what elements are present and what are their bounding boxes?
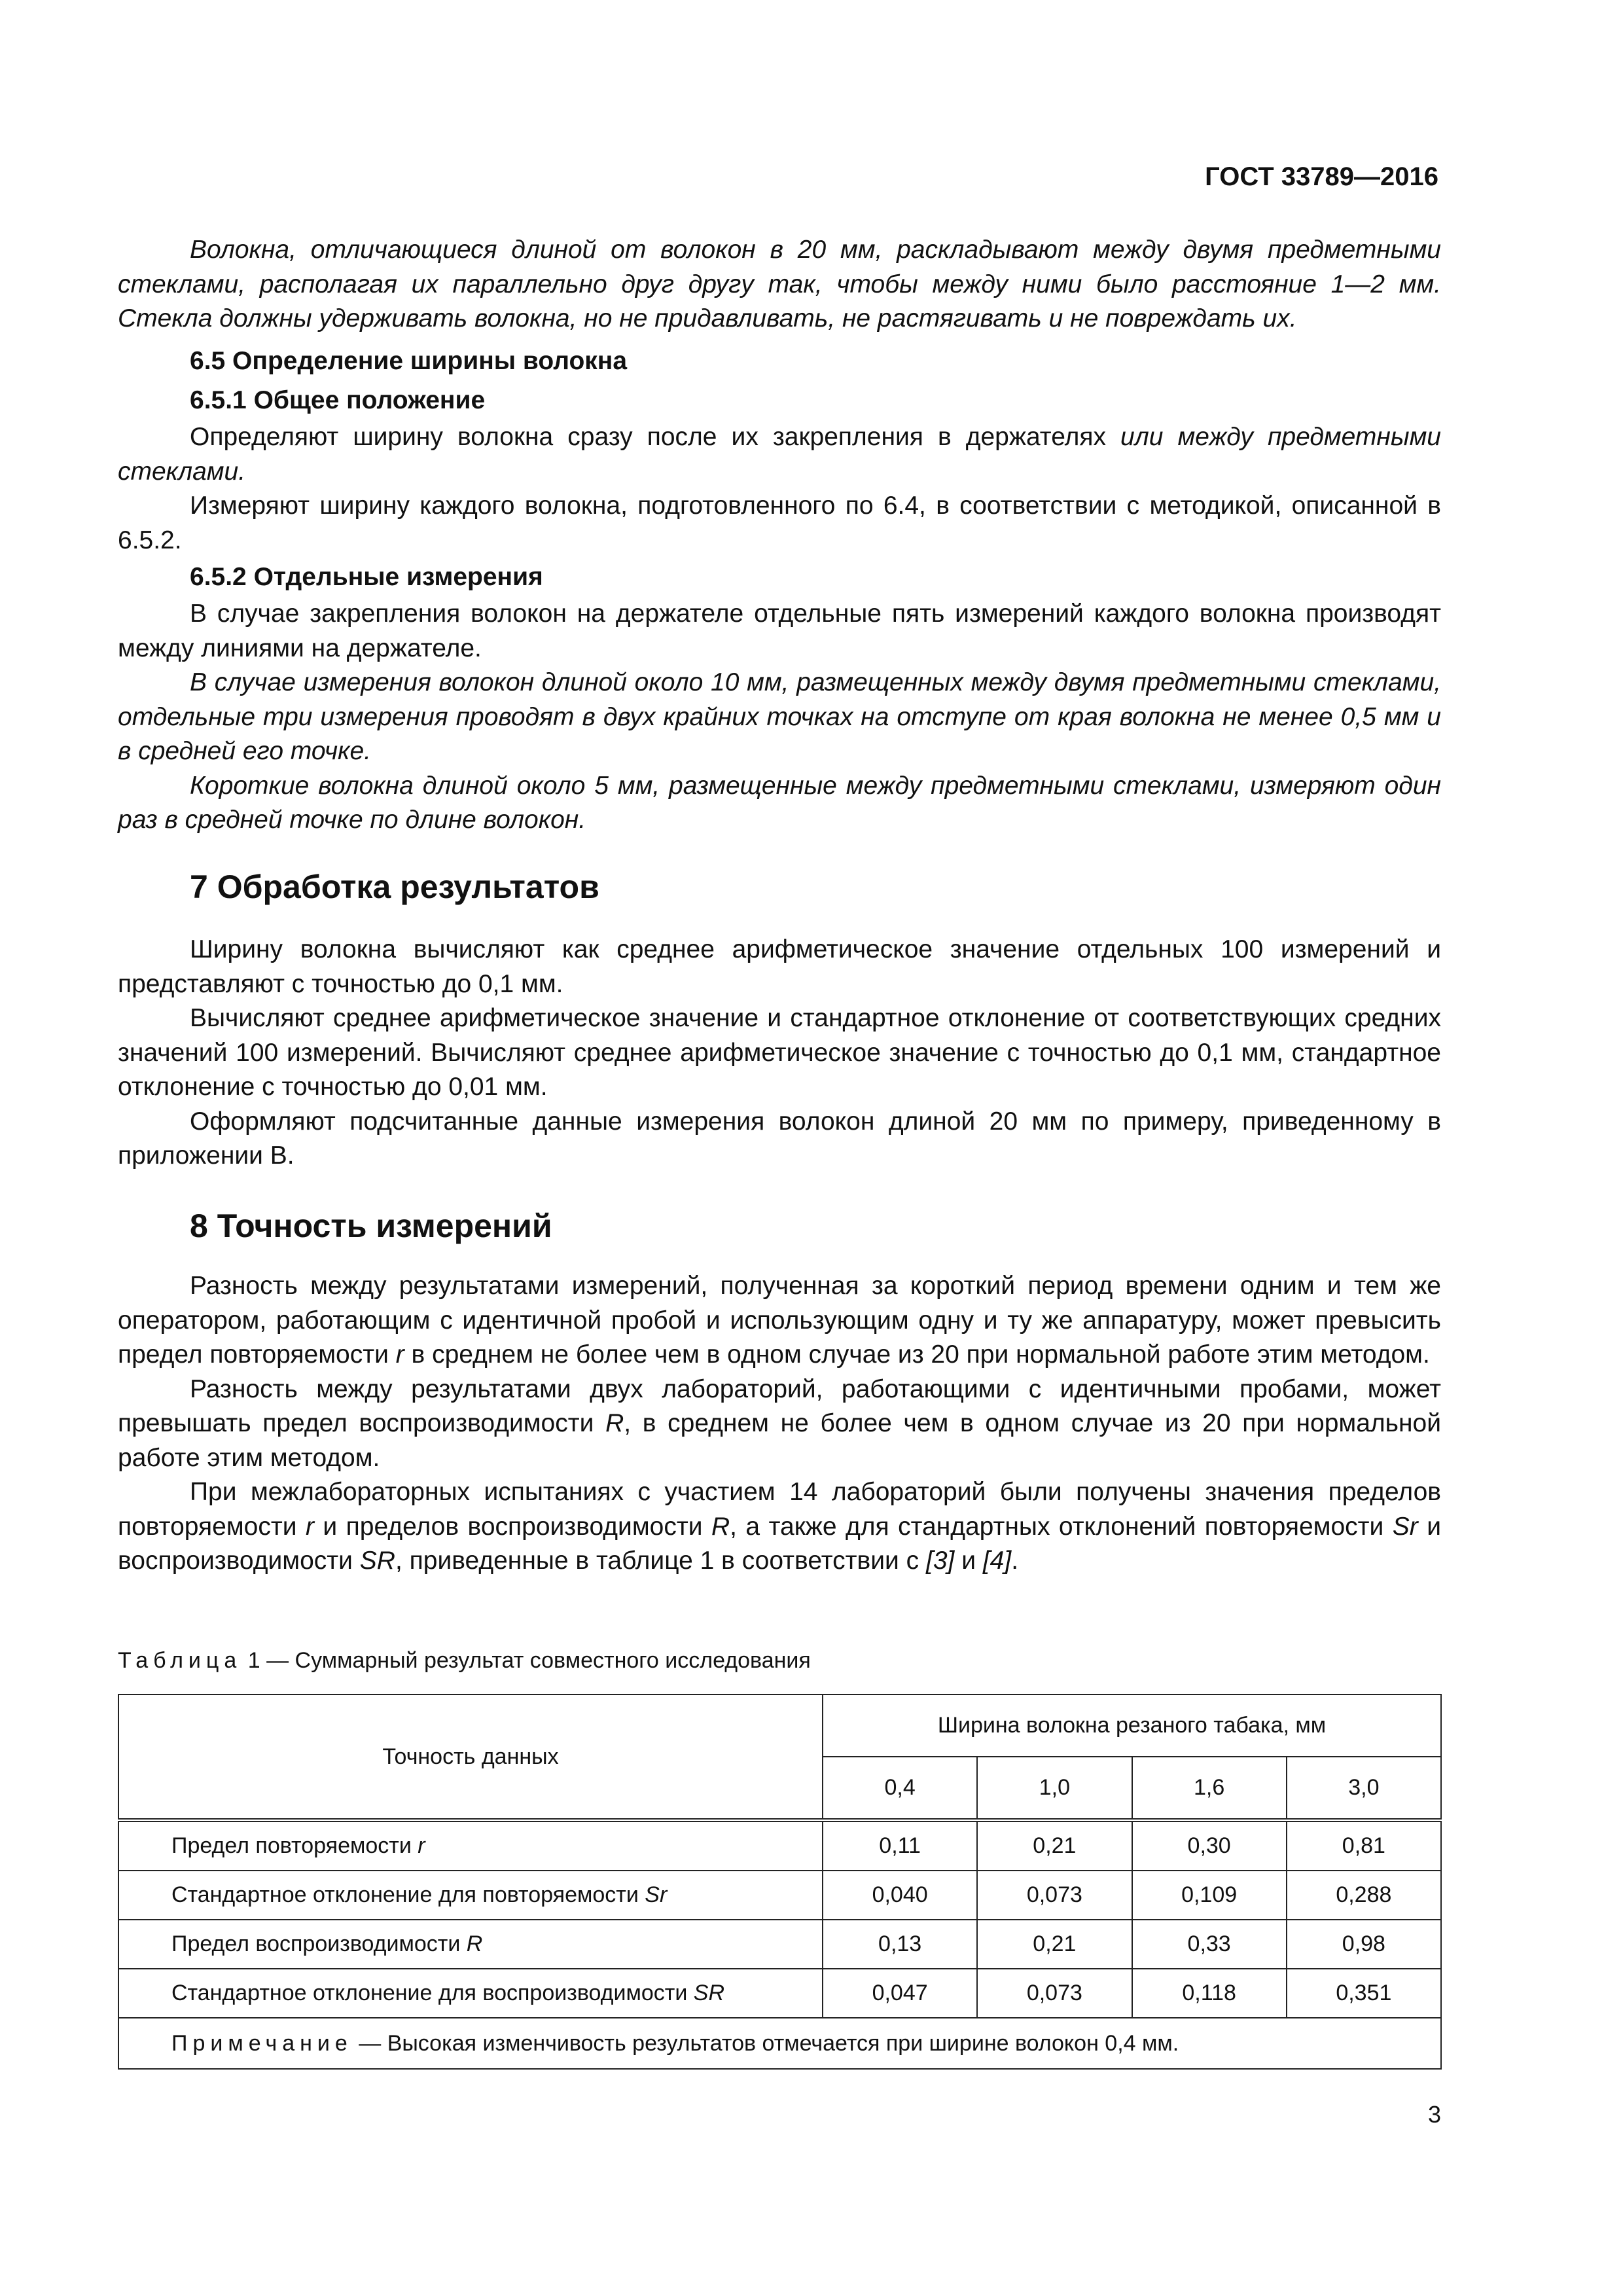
text: Разность между результатами двух лабораторий, работающими с идентичными пробами, может превышать предел воспроизводимости xyxy=(118,1374,1441,1437)
cell: 0,109 xyxy=(1132,1871,1287,1920)
symbol: r xyxy=(395,1340,404,1369)
column-header-width: 1,0 xyxy=(977,1757,1132,1820)
symbol: r xyxy=(305,1512,314,1541)
column-header-accuracy: Точность данных xyxy=(118,1695,823,1820)
column-header-width: 0,4 xyxy=(823,1757,977,1820)
text: и xyxy=(954,1547,983,1575)
cell: 0,11 xyxy=(823,1820,977,1871)
column-header-width: 3,0 xyxy=(1287,1757,1441,1820)
column-group-header: Ширина волокна резаного табака, мм xyxy=(823,1695,1441,1757)
section-8 xyxy=(118,1206,1441,1579)
section-6-5 xyxy=(118,342,1441,838)
paragraph: Измеряют ширину каждого волокна, подготовленного по 6.4, в соответствии с методикой, описанной в 6.5.2. xyxy=(118,492,1441,554)
heading-6-5: 6.5 Определение ширины волокна xyxy=(190,347,628,375)
cell: 0,21 xyxy=(977,1820,1132,1871)
text: При межлабораторных испытаниях с участием 14 лабораторий были получены значения пределов повторяемости xyxy=(118,1478,1441,1541)
table-row xyxy=(118,1920,1441,1969)
paragraph xyxy=(118,420,1441,489)
text: , в среднем не более чем в одном случае из 20 при нормальной работе этим методом. xyxy=(118,1409,1441,1472)
cell: 0,81 xyxy=(1287,1820,1441,1871)
table-row xyxy=(118,1871,1441,1920)
paragraph xyxy=(118,1372,1441,1476)
text: , а также для стандартных отклонений повторяемости xyxy=(730,1512,1393,1541)
cell: 0,118 xyxy=(1132,1969,1287,2018)
table-row xyxy=(118,1969,1441,2018)
text: . xyxy=(1011,1547,1019,1575)
page-number: 3 xyxy=(1428,2101,1442,2128)
paragraph: В случае закрепления волокон на держателе отдельные пять измерений каждого волокна производят между линиями на держателе. xyxy=(118,600,1441,662)
paragraph: Вычисляют среднее арифметическое значение и стандартное отклонение от соответствующих средних значений 100 измерений. Вычисляют среднее арифметическое значение с точностью до 0,1 мм, стандартное отклонение с точностью до 0,01 мм. xyxy=(118,1004,1441,1101)
cell: 0,98 xyxy=(1287,1920,1441,1969)
table-note: Примечание — Высокая изменчивость результатов отмечается при ширине волокон 0,4 мм. xyxy=(118,2018,1441,2069)
paragraph: Короткие волокна длиной около 5 мм, размещенные между предметными стеклами, измеряют один раз в средней точке по длине волокон. xyxy=(118,771,1441,834)
text: и воспроизводимости xyxy=(118,1512,1442,1575)
cell: 0,30 xyxy=(1132,1820,1287,1871)
reference: [3] xyxy=(925,1547,955,1575)
reference: [4] xyxy=(982,1547,1012,1575)
symbol: Sr xyxy=(1392,1512,1418,1541)
table-caption xyxy=(118,1648,811,1674)
caption-label: Таблица xyxy=(118,1648,242,1673)
paragraph: Волокна, отличающиеся длиной от волокон в 20 мм, раскладывают между двумя предметными стеклами, располагая их параллельно друг другу так, чтобы между ними было расстояние 1—2 мм. Стекла должны удерживать волокна, но не придавливать, не растягивать и не повреждать их. xyxy=(118,236,1441,332)
cell: 0,073 xyxy=(977,1969,1132,2018)
text: , приведенные в таблице 1 в соответствии с xyxy=(395,1547,926,1575)
cell: 0,073 xyxy=(977,1871,1132,1920)
symbol: R xyxy=(605,1409,624,1437)
cell: 0,351 xyxy=(1287,1969,1441,2018)
text: и пределов воспроизводимости xyxy=(313,1512,711,1541)
row-label: Предел повторяемости r xyxy=(118,1820,823,1871)
section-6-4-continuation xyxy=(118,233,1441,336)
cell: 0,288 xyxy=(1287,1871,1441,1920)
row-label: Стандартное отклонение для воспроизводимости SR xyxy=(118,1969,823,2018)
paragraph: Ширину волокна вычисляют как среднее арифметическое значение отдельных 100 измерений и представляют с точностью до 0,1 мм. xyxy=(118,935,1441,998)
cell: 0,13 xyxy=(823,1920,977,1969)
heading-6-5-2: 6.5.2 Отдельные измерения xyxy=(190,563,543,591)
text: или между предметными стеклами. xyxy=(118,423,1441,486)
cell: 0,040 xyxy=(823,1871,977,1920)
text: Разность между результатами измерений, полученная за короткий период времени одним и тем же оператором, работающим с идентичной пробой и использующим одну и ту же аппаратуру, может превысить предел повторяемости xyxy=(118,1272,1441,1369)
section-7 xyxy=(118,867,1441,1174)
cell: 0,33 xyxy=(1132,1920,1287,1969)
row-label: Стандартное отклонение для повторяемости Sr xyxy=(118,1871,823,1920)
heading-7: 7 Обработка результатов xyxy=(190,869,599,905)
caption-text: 1 — Суммарный результат совместного исследования xyxy=(241,1648,811,1673)
table-note-row xyxy=(118,2018,1441,2069)
cell: 0,047 xyxy=(823,1969,977,2018)
symbol: SR xyxy=(359,1547,395,1575)
heading-6-5-1: 6.5.1 Общее положение xyxy=(190,386,486,414)
symbol: R xyxy=(711,1512,730,1541)
paragraph: В случае измерения волокон длиной около 10 мм, размещенных между двумя предметными стеклами, отдельные три измерения проводят в двух крайних точках на отступе от края волокна не менее 0,5 мм и в средней его точке. xyxy=(118,668,1441,765)
paragraph xyxy=(118,1475,1441,1579)
text: в среднем не более чем в одном случае из 20 при нормальной работе этим методом. xyxy=(404,1340,1430,1369)
row-label: Предел воспроизводимости R xyxy=(118,1920,823,1969)
cell: 0,21 xyxy=(977,1920,1132,1969)
paragraph xyxy=(118,1269,1441,1372)
results-table xyxy=(118,1694,1442,2070)
document-id: ГОСТ 33789—2016 xyxy=(1205,162,1438,191)
table-row xyxy=(118,1820,1441,1871)
column-header-width: 1,6 xyxy=(1132,1757,1287,1820)
heading-8: 8 Точность измерений xyxy=(190,1208,552,1244)
paragraph: Оформляют подсчитанные данные измерения волокон длиной 20 мм по примеру, приведенному в приложении В. xyxy=(118,1107,1441,1170)
text: Определяют ширину волокна сразу после их закрепления в держателях xyxy=(190,423,1121,451)
